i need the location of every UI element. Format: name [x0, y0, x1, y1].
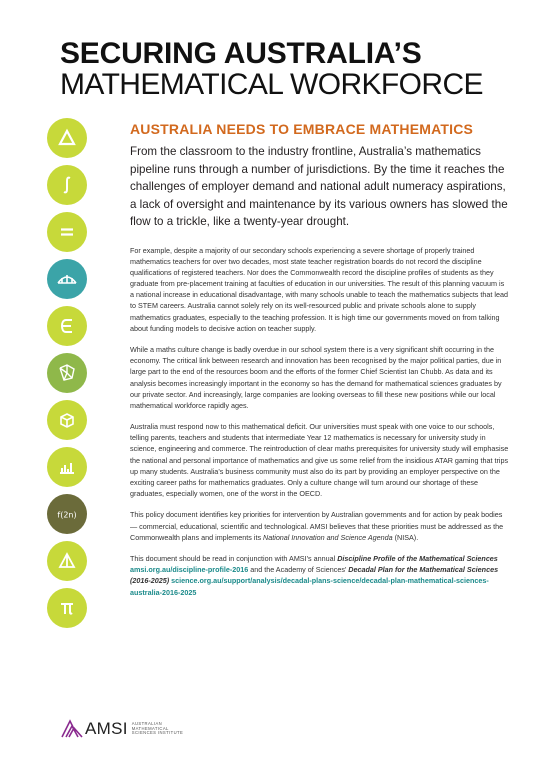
- amsi-logo-mark: [60, 717, 84, 741]
- main-content: [130, 121, 510, 608]
- body-paragraph-3: Australia must respond now to this mathematical deficit. Our universities must speak with one voice to our schools, telling parents, teachers and students that intermediate Year 12 mathematics is necessary for university study in science, engineering and commerce. The reintroduction of clear maths prerequisites for university study will emphasise the national and personal importance of mathematics and give us some relief from the insidious ATAR gaming that trips up many students. Australia’s business community must also do its part by providing an employer perspective on the exciting career paths for mathematics graduates. Only a culture change will turn around our shortage of these graduates, especially women, one of the worst in the OECD.: [130, 422, 509, 498]
- decadal-plan-link[interactable]: science.org.au/support/analysis/decadal-plans-science/decadal-plan-mathematical-sciences-australia-2016-2025: [130, 576, 489, 597]
- logo-subtitle: AUSTRALIAN MATHEMATICAL SCIENCES INSTITUTE: [131, 720, 184, 736]
- pi-icon: [47, 588, 87, 628]
- title-line-2: MATHEMATICAL WORKFORCE: [60, 68, 483, 101]
- decadal-plan-title: Decadal Plan for the Mathematical Sciences (2016-2025): [130, 565, 499, 586]
- page-title: [60, 38, 530, 100]
- lead-paragraph: From the classroom to the industry frontline, Australia’s mathematics pipeline runs through a number of jurisdictions. By the time it reaches the challenges of employer demand and national adult numeracy aspirations, a lack of oversight and maintenance by its various owners has slowed the flow to a trickle, like a twenty-year drought.: [130, 145, 508, 229]
- network-icon: [47, 353, 87, 393]
- discipline-profile-link[interactable]: amsi.org.au/discipline-profile-2016: [130, 565, 249, 575]
- svg-text:f(2n): f(2n): [57, 510, 77, 520]
- reference-paragraph: [130, 553, 510, 597]
- title-line-1: SECURING AUSTRALIA’S: [60, 37, 422, 70]
- delta-icon: [47, 118, 87, 158]
- discipline-profile-title: Discipline Profile of the Mathematical Sciences: [337, 554, 498, 564]
- body-paragraph-2: While a maths culture change is badly overdue in our school system there is a very significant shift occurring in the economy. The critical link between research and innovation has been recognised by the major political parties, due in large part to the end of the resources boom and the efforts of the former Chief Scientist Ian Chubb. As data and its analysis becomes increasingly important in the economy so has the demand for mathematical sciences graduates by our private sector. And increasingly, large companies are looking overseas to fill these new positions while our local mathematical workforce rapidly ages.: [130, 345, 502, 410]
- amsi-logo: [60, 717, 192, 741]
- body-paragraph-1: For example, despite a majority of our secondary schools experiencing a severe shortage of properly trained mathematics teachers for over two decades, most state teacher registration boards do not record the discipline qualifications of registered teachers. Nor does the Commonwealth record the discipline profiles of students as they graduate from pre-placement training at faculties of education in our universities. The result of this planning vacuum is a national increase in educational disadvantage, with many schools unable to teach the mathematics subjects that lead to STEM careers. Australia cannot solely rely on its well-resourced public and private schools alone to supply mathematics graduates, especially to the teaching profession. It is high time our governments moved on from talking about funding models to decisive action on teacher supply.: [130, 245, 508, 333]
- policy-paragraph: [130, 509, 510, 542]
- element-of-icon: [47, 306, 87, 346]
- policy-text: This policy document identifies key priorities for intervention by Australian governments and for action by peak bodies — commercial, educational, scientific and technological. AMSI believes that these priorities must be addressed as the Commonwealth plans and implements its: [130, 510, 504, 542]
- reference-prefix: This document should be read in conjunction with AMSI’s annual: [130, 554, 338, 564]
- reference-middle: and the Academy of Sciences’: [248, 565, 349, 575]
- nisa-title: National Innovation and Science Agenda: [263, 532, 393, 542]
- integral-icon: [47, 165, 87, 205]
- logo-name: AMSI: [85, 719, 128, 738]
- section-heading: AUSTRALIA NEEDS TO EMBRACE MATHEMATICS: [130, 121, 474, 137]
- bar-chart-icon: [47, 447, 87, 487]
- triangle-icon: [47, 541, 87, 581]
- policy-suffix: (NISA).: [392, 532, 419, 542]
- equals-icon: [47, 212, 87, 252]
- bridge-icon: [47, 259, 87, 299]
- cube-icon: [47, 400, 87, 440]
- sequence-icon: [47, 494, 87, 534]
